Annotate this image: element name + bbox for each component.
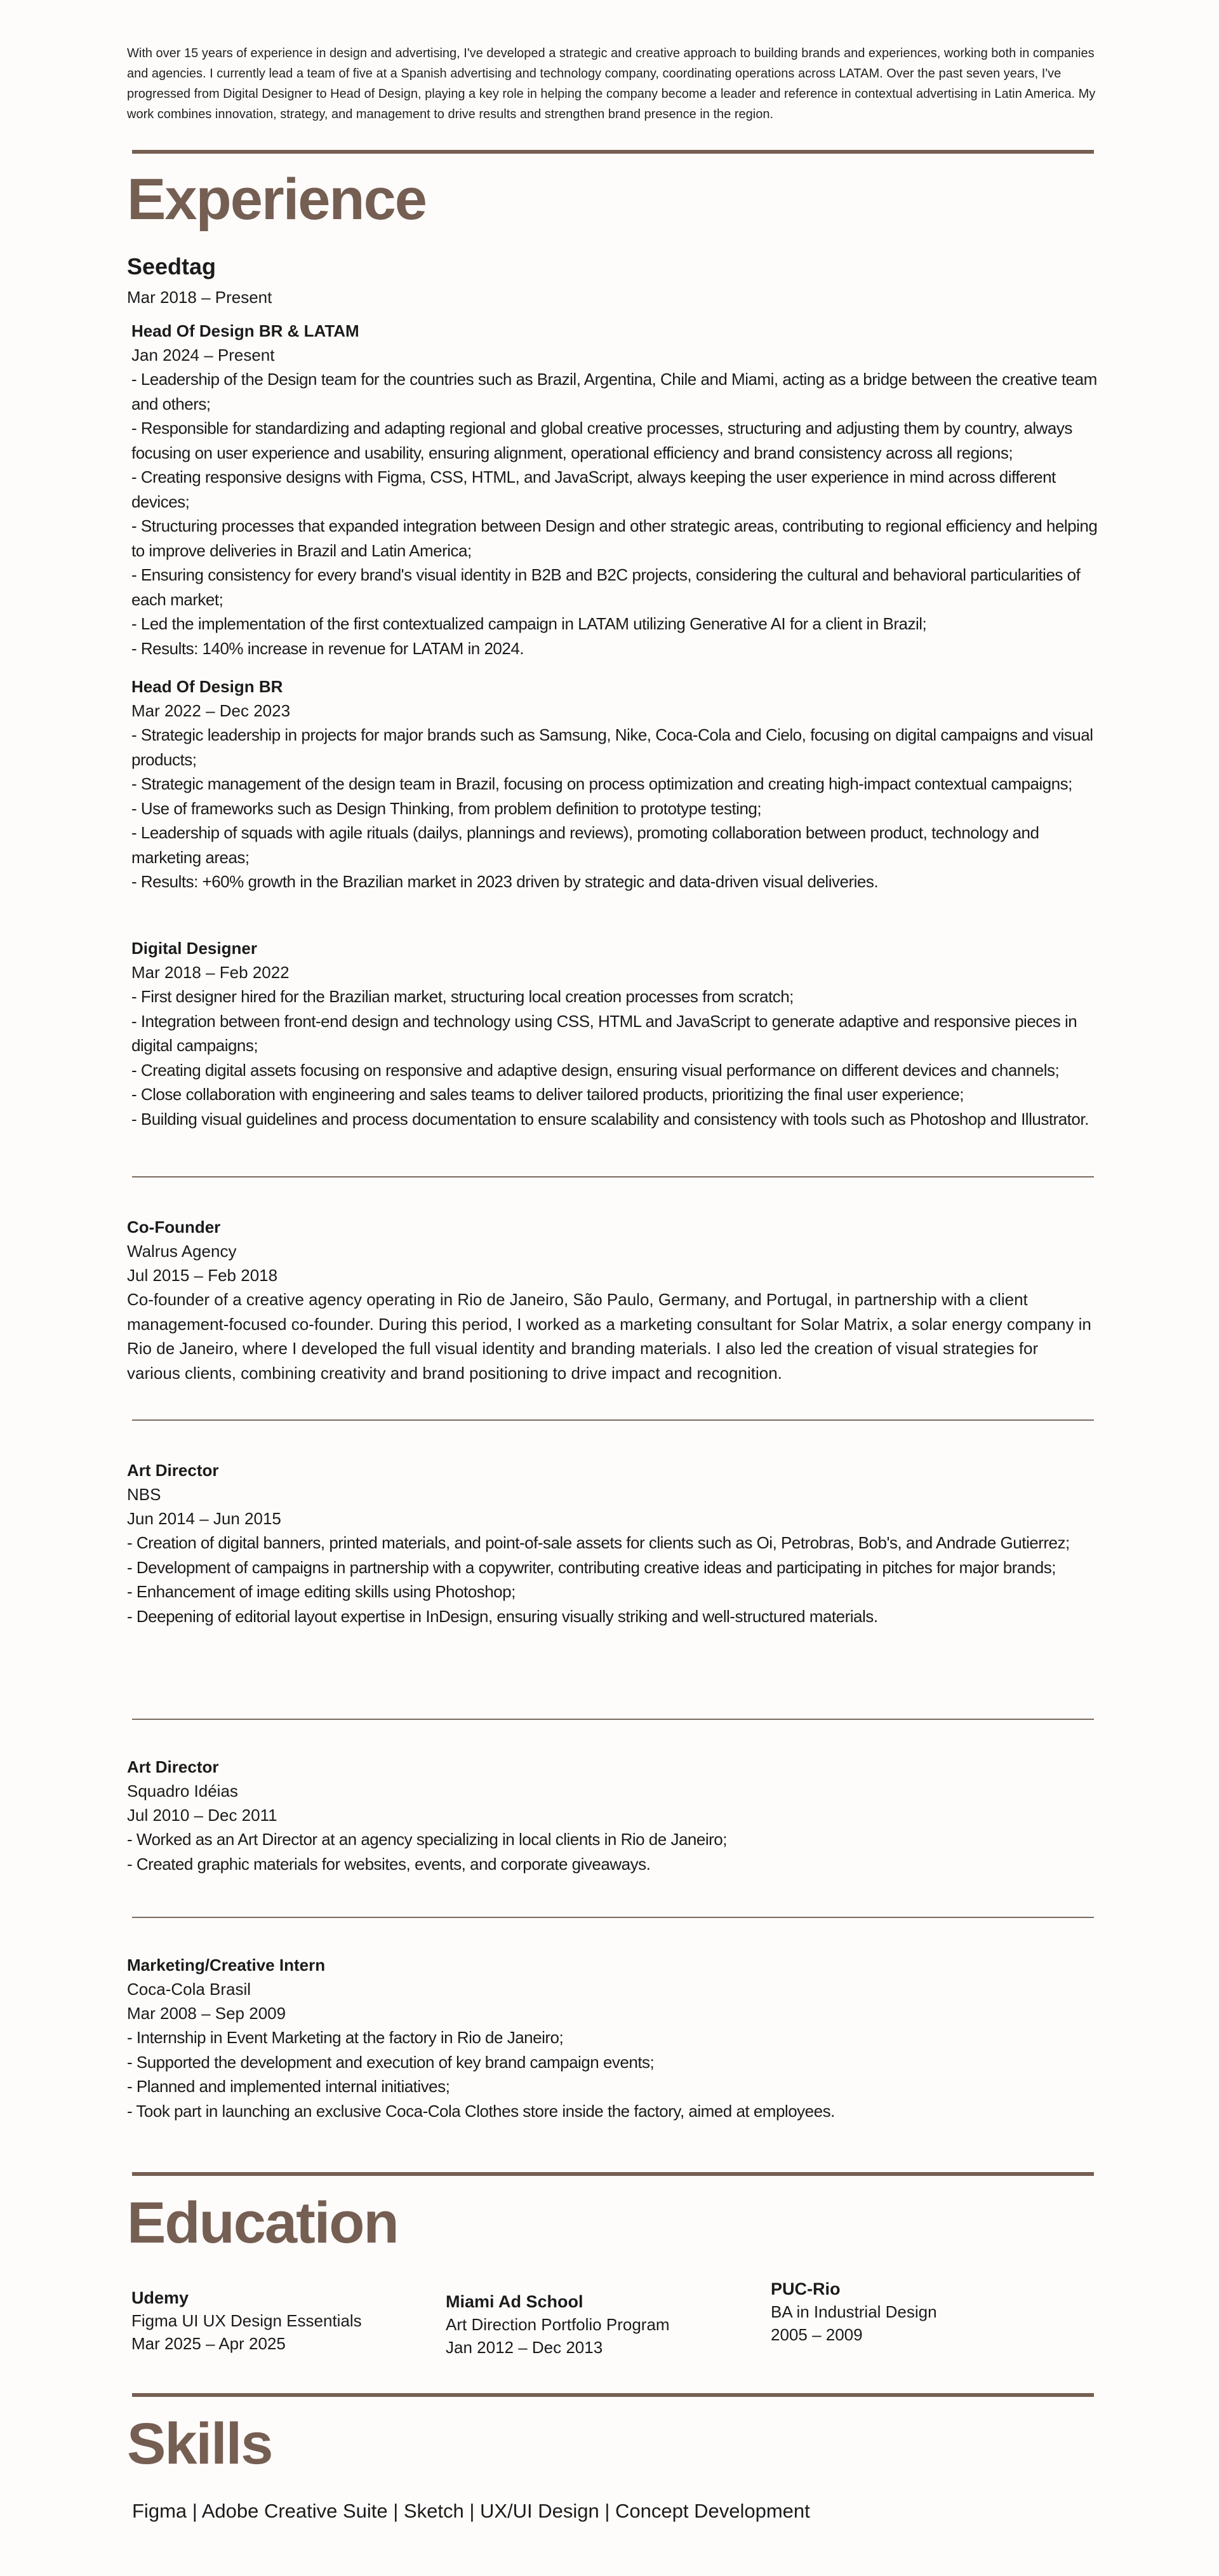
education-program: BA in Industrial Design: [771, 2302, 937, 2321]
job-dates: Mar 2008 – Sep 2009: [127, 2004, 286, 2023]
job-title: Co-Founder: [127, 1218, 221, 1237]
role-dates: Mar 2022 – Dec 2023: [131, 701, 291, 720]
bullet-item: - Planned and implemented internal initiatives;: [127, 2077, 450, 2096]
bullet-item: - Creation of digital banners, printed materials, and point-of-sale assets for clients such as Oi, Petrobras, Bob's, and Andrade Gutierrez;: [127, 1533, 1070, 1552]
bullet-item: - Internship in Event Marketing at the factory in Rio de Janeiro;: [127, 2028, 564, 2047]
job-walrus-agency: [127, 1215, 1105, 1385]
bullet-item: - Strategic leadership in projects for major brands such as Samsung, Nike, Coca-Cola and Cielo, focusing on digital campaigns and visual products;: [131, 725, 1093, 769]
job-title: Marketing/Creative Intern: [127, 1955, 326, 1975]
role-head-of-design-br-latam: [131, 319, 1109, 661]
job-bullets: [127, 1531, 1105, 1628]
job-dates: Jun 2014 – Jun 2015: [127, 1509, 281, 1528]
job-company: Coca-Cola Brasil: [127, 1980, 251, 1999]
education-dates: Mar 2025 – Apr 2025: [131, 2334, 286, 2353]
education-program: Figma UI UX Design Essentials: [131, 2311, 362, 2330]
role-head-of-design-br: [131, 674, 1109, 894]
bullet-item: - Creating responsive designs with Figma, CSS, HTML, and JavaScript, always keeping the user experience in mind across different devices;: [131, 467, 1056, 511]
profile-summary: With over 15 years of experience in design and advertising, I've developed a strategic and creative approach to building brands and experiences, working both in companies and agencies. I currently lead a team of five at a Spanish advertising and technology company, coordinating operations across LATAM. Over the past seven years, I've progressed from Digital Designer to Head of Design, playing a key role in helping the company become a leader and reference in contextual advertising in Latin America. My work combines innovation, strategy, and management to drive results and strengthen brand presence in the region.: [127, 46, 1096, 121]
education-school: Miami Ad School: [446, 2292, 583, 2311]
bullet-item: - Creating digital assets focusing on responsive and adaptive design, ensuring visual performance on different devices and channels;: [131, 1060, 1060, 1080]
bullet-item: - Results: +60% growth in the Brazilian market in 2023 driven by strategic and data-driven visual deliveries.: [131, 872, 879, 891]
job-divider: [132, 1917, 1094, 1918]
bullet-item: - Created graphic materials for websites, events, and corporate giveaways.: [127, 1854, 651, 1874]
bullet-item: - Supported the development and execution of key brand campaign events;: [127, 2052, 655, 2072]
job-bullets: [127, 2025, 1105, 2123]
education-dates: 2005 – 2009: [771, 2325, 863, 2344]
bullet-item: - Development of campaigns in partnership with a copywriter, contributing creative ideas and participating in pitches for major brands;: [127, 1557, 1056, 1577]
job-divider: [132, 1719, 1094, 1720]
bullet-item: - Worked as an Art Director at an agency specializing in local clients in Rio de Janeiro;: [127, 1830, 727, 1849]
section-divider: [132, 2393, 1094, 2397]
skills-heading: Skills: [127, 2412, 272, 2476]
experience-heading: Experience: [127, 167, 426, 232]
job-company: NBS: [127, 1485, 161, 1504]
bullet-item: - Leadership of squads with agile rituals (dailys, plannings and reviews), promoting collaboration between product, technology and marketing areas;: [131, 823, 1039, 867]
education-item-puc-rio: [771, 2277, 1076, 2346]
education-heading: Education: [127, 2190, 398, 2255]
company-seedtag-dates: Mar 2018 – Present: [127, 288, 272, 307]
bullet-item: - Building visual guidelines and process documentation to ensure scalability and consistency with tools such as Photoshop and Illustrator.: [131, 1109, 1089, 1129]
bullet-item: - Results: 140% increase in revenue for LATAM in 2024.: [131, 638, 524, 658]
job-dates: Jul 2010 – Dec 2011: [127, 1806, 277, 1825]
bullet-item: - Responsible for standardizing and adapting regional and global creative processes, structuring and adjusting them by country, always focusing on user experience and usability, ensuring alignment, operational efficiency and brand consistency across all regions;: [131, 419, 1072, 462]
skills-list: Figma | Adobe Creative Suite | Sketch | UX/UI Design | Concept Development: [132, 2500, 810, 2522]
role-title: Head Of Design BR & LATAM: [131, 321, 359, 340]
role-bullets: [131, 367, 1109, 661]
role-dates: Jan 2024 – Present: [131, 345, 275, 365]
role-digital-designer: [131, 936, 1109, 1131]
education-school: PUC-Rio: [771, 2279, 841, 2298]
job-squadro-ideias: [127, 1755, 1105, 1876]
role-bullets: [131, 723, 1109, 894]
bullet-item: - Strategic management of the design team in Brazil, focusing on process optimization and creating high-impact contextual campaigns;: [131, 774, 1072, 793]
job-nbs: [127, 1458, 1105, 1628]
education-school: Udemy: [131, 2288, 189, 2307]
section-divider: [132, 150, 1094, 154]
education-dates: Jan 2012 – Dec 2013: [446, 2338, 603, 2357]
job-coca-cola-brasil: [127, 1953, 1105, 2123]
bullet-item: - Ensuring consistency for every brand's visual identity in B2B and B2C projects, considering the cultural and behavioral particularities of each market;: [131, 565, 1081, 609]
bullet-item: - Led the implementation of the first contextualized campaign in LATAM utilizing Generative AI for a client in Brazil;: [131, 614, 927, 633]
education-program: Art Direction Portfolio Program: [446, 2315, 670, 2334]
company-seedtag: Seedtag: [127, 253, 216, 279]
bullet-item: - Structuring processes that expanded integration between Design and other strategic areas, contributing to regional efficiency and helping to improve deliveries in Brazil and Latin America;: [131, 516, 1098, 560]
job-company: Walrus Agency: [127, 1242, 237, 1261]
job-title: Art Director: [127, 1757, 219, 1776]
job-bullets: [127, 1827, 1105, 1876]
job-dates: Jul 2015 – Feb 2018: [127, 1266, 278, 1285]
bullet-item: - Took part in launching an exclusive Coca-Cola Clothes store inside the factory, aimed at employees.: [127, 2101, 835, 2121]
bullet-item: - Deepening of editorial layout expertise in InDesign, ensuring visually striking and well-structured materials.: [127, 1606, 878, 1626]
job-title: Art Director: [127, 1461, 219, 1480]
bullet-item: - Leadership of the Design team for the countries such as Brazil, Argentina, Chile and Miami, acting as a bridge between the creative team and others;: [131, 370, 1097, 413]
role-title: Head Of Design BR: [131, 677, 283, 696]
role-bullets: [131, 984, 1109, 1131]
bullet-item: - Integration between front-end design and technology using CSS, HTML and JavaScript to generate adaptive and responsive pieces in digital campaigns;: [131, 1011, 1077, 1055]
role-dates: Mar 2018 – Feb 2022: [131, 963, 290, 982]
bullet-item: - First designer hired for the Brazilian market, structuring local creation processes from scratch;: [131, 987, 794, 1006]
education-item-miami-ad-school: [446, 2290, 750, 2359]
education-item-udemy: [131, 2286, 436, 2355]
bullet-item: - Close collaboration with engineering and sales teams to deliver tailored products, prioritizing the final user experience;: [131, 1085, 964, 1104]
job-divider: [132, 1419, 1094, 1421]
bullet-item: - Use of frameworks such as Design Thinking, from problem definition to prototype testing;: [131, 798, 762, 818]
section-divider: [132, 2172, 1094, 2176]
job-company: Squadro Idéias: [127, 1781, 238, 1801]
bullet-item: - Enhancement of image editing skills using Photoshop;: [127, 1582, 516, 1601]
job-description: Co-founder of a creative agency operating in Rio de Janeiro, São Paulo, Germany, and Portugal, in partnership with a client management-focused co-founder. During this period, I worked as a marketing consultant for Solar Matrix, a solar energy company in Rio de Janeiro, where I developed the full visual identity and branding materials. I also led the creation of visual strategies for various clients, combining creativity and brand positioning to drive impact and recognition.: [127, 1290, 1091, 1383]
job-divider: [132, 1176, 1094, 1177]
role-title: Digital Designer: [131, 939, 257, 958]
